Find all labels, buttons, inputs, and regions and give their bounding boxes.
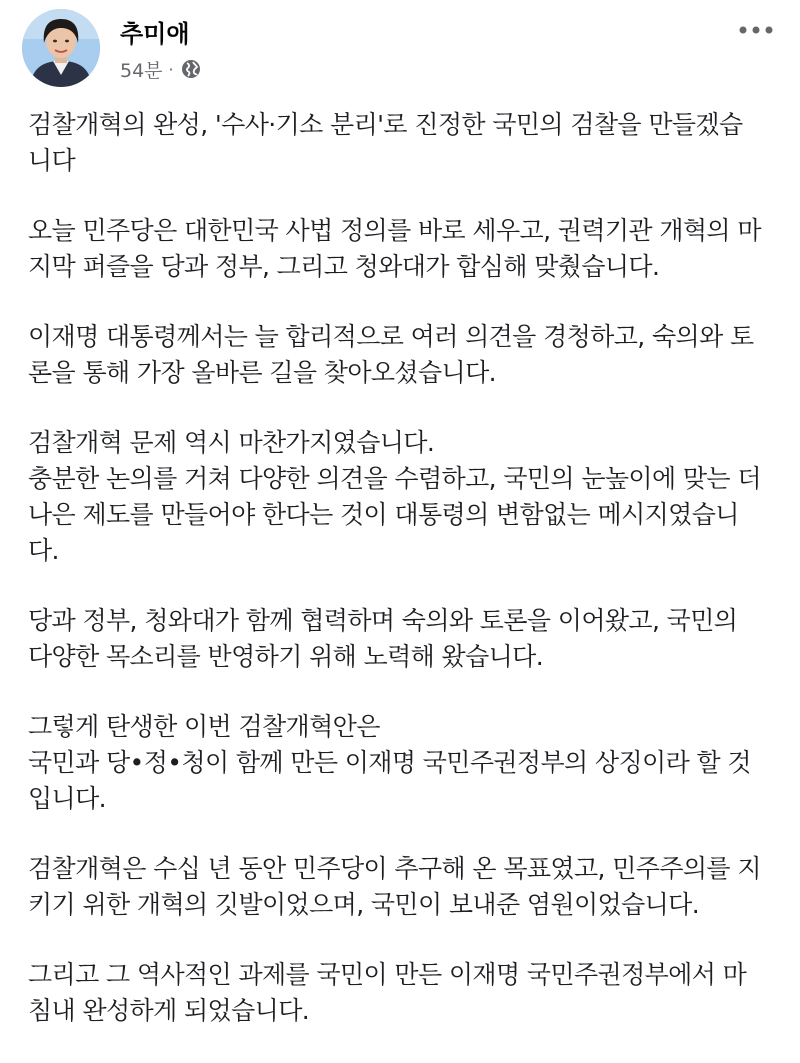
- post-text-line: 당과 정부, 청와대가 함께 협력하며 숙의와 토론을 이어왔고, 국민의: [28, 606, 738, 635]
- post-text-line: 이재명 대통령께서는 늘 합리적으로 여러 의견을 경청하고, 숙의와 토: [28, 322, 754, 351]
- post-paragraph: [28, 957, 780, 1029]
- post-text-line: 다양한 목소리를 반영하기 위해 노력해 왔습니다.: [28, 642, 544, 671]
- post-paragraph: [28, 107, 780, 179]
- post-text-line: 검찰개혁 문제 역시 마찬가지였습니다.: [28, 428, 435, 457]
- post-text-line: 충분한 논의를 거쳐 다양한 의견을 수렴하고, 국민의 눈높이에 맞는 더: [28, 464, 761, 493]
- post-text-line: 나은 제도를 만들어야 한다는 것이 대통령의 변함없는 메시지였습니: [28, 500, 739, 529]
- post-paragraph: [28, 319, 780, 391]
- meta-separator: ·: [168, 59, 174, 79]
- post-text-line: 키기 위한 개혁의 깃발이었으며, 국민이 보내준 염원이었습니다.: [28, 890, 700, 919]
- post-text-line: 그리고 그 역사적인 과제를 국민이 만든 이재명 국민주권정부에서 마: [28, 960, 747, 989]
- post-timestamp[interactable]: 54분: [120, 59, 163, 82]
- post-text-line: 다.: [28, 536, 59, 565]
- post-text-line: 침내 완성하게 되었습니다.: [28, 996, 310, 1025]
- post-text-line: 검찰개혁은 수십 년 동안 민주당이 추구해 온 목표였고, 민주주의를 지: [28, 854, 761, 883]
- post-paragraph: [28, 851, 780, 923]
- globe-icon[interactable]: [180, 58, 202, 80]
- post-text-line: 오늘 민주당은 대한민국 사법 정의를 바로 세우고, 권력기관 개혁의 마: [28, 216, 761, 245]
- post-text-line: 입니다.: [28, 784, 106, 813]
- author-name[interactable]: 추미애: [120, 20, 190, 48]
- post-paragraph: [28, 213, 780, 285]
- post-paragraph: [28, 603, 780, 675]
- post-header: [0, 0, 800, 96]
- post-text-line: 론을 통해 가장 올바른 길을 찾아오셨습니다.: [28, 358, 496, 387]
- post-text-line: 그렇게 탄생한 이번 검찰개혁안은: [28, 712, 380, 741]
- avatar[interactable]: [22, 9, 100, 87]
- post-text-line: 지막 퍼즐을 당과 정부, 그리고 청와대가 합심해 맞췄습니다.: [28, 252, 660, 281]
- post-text-line: 니다: [28, 146, 76, 175]
- profile-photo: [22, 9, 100, 87]
- more-options-button[interactable]: [731, 16, 781, 44]
- post-text-line: 국민과 당•정•청이 함께 만든 이재명 국민주권정부의 상징이라 할 것: [28, 748, 751, 777]
- post-paragraph: [28, 425, 780, 569]
- post-meta: [120, 56, 202, 82]
- post-body: [28, 107, 780, 1063]
- post-paragraph: [28, 709, 780, 817]
- more-options-icon: [738, 25, 774, 35]
- post-text-line: 검찰개혁의 완성, '수사·기소 분리'로 진정한 국민의 검찰을 만들겠습: [28, 110, 743, 139]
